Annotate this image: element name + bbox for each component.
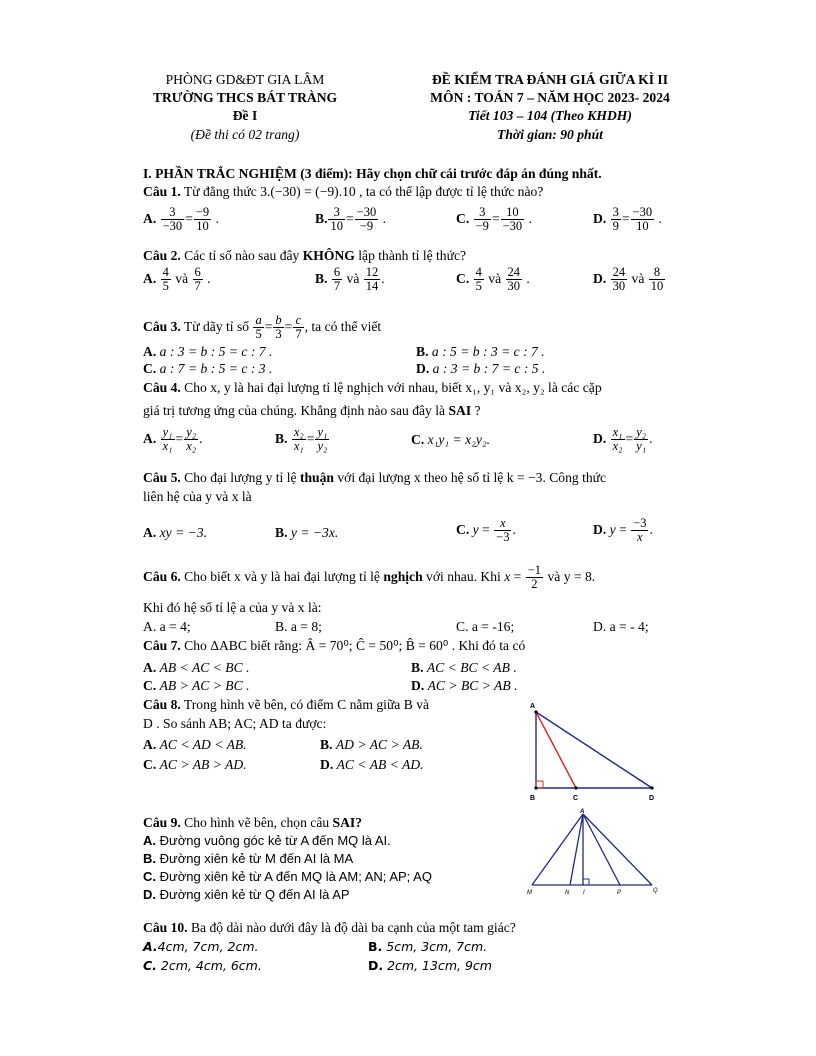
question-4: Câu 4. Cho x, y là hai đại lượng tỉ lệ nghịch với nhau, biết x₁, y₁ và x₂, y₂ là các cặp: [143, 380, 602, 395]
label-i: I: [583, 890, 585, 896]
segment-ac: [536, 712, 576, 788]
question-10: Câu 10. Ba độ dài nào dưới đây là độ dài ba cạnh của một tam giác?: [143, 920, 516, 935]
section-title: I. PHẦN TRẮC NGHIỆM (3 điểm): Hãy chọn chữ cái trước đáp án đúng nhất.: [143, 166, 602, 181]
page-count: (Đề thi có 02 trang): [190, 127, 300, 142]
exam-title: ĐỀ KIỂM TRA ĐÁNH GIÁ GIỮA KÌ II: [431, 72, 669, 87]
label-p: P: [617, 890, 622, 896]
right-angle-mark: [583, 879, 589, 885]
question-1: Câu 1. Từ đẳng thức 3.(−30) = (−9).10 , ta có thể lập được tỉ lệ thức nào?: [143, 184, 544, 199]
figure-q8: [520, 698, 670, 808]
label-a: A: [580, 809, 585, 815]
label-n: N: [565, 890, 570, 896]
subject: MÔN : TOÁN 7 – NĂM HỌC 2023- 2024: [430, 90, 670, 105]
exam-code: Đề I: [232, 108, 258, 123]
q9-option-c: C. Đường xiên kẻ từ A đến MQ là AM; AN; AP; AQ: [143, 869, 432, 884]
question-5: Câu 5. Cho đại lượng y tỉ lệ thuận với đại lượng x theo hệ số tỉ lệ k = −3. Công thức: [143, 470, 607, 485]
question-6-cont: Khi đó hệ số tỉ lệ a của y và x là:: [143, 600, 322, 615]
question-6: Câu 6. Cho biết x và y là hai đại lượng tỉ lệ nghịch với nhau. Khi x = $\frac{-1}{2}$ và y = 8.: [143, 563, 596, 592]
question-4-cont: giá trị tương ứng của chúng. Khẳng định nào sau đây là SAI ?: [143, 403, 481, 418]
question-3: Câu 3. Từ dãy tỉ số $\frac{a}{5}$ = $\frac{b}{3}$ = $\frac{c}{7}$ , ta có thể viết: [143, 313, 382, 342]
question-5-cont: liên hệ của y và x là: [143, 489, 252, 504]
dept-name: PHÒNG GD&ĐT GIA LÂM: [165, 72, 325, 87]
label-c: C: [573, 795, 579, 802]
segment-ad: [536, 712, 652, 788]
label-d: D: [649, 795, 655, 802]
question-9: Câu 9. Cho hình vẽ bên, chọn câu SAI?: [143, 815, 363, 830]
period: Tiết 103 – 104 (Theo KHDH): [468, 108, 632, 123]
school-name: TRƯỜNG THCS BÁT TRÀNG: [152, 90, 338, 105]
question-8-cont: D . So sánh AB; AC; AD ta được:: [143, 716, 327, 731]
q9-option-a: A. Đường vuông góc kẻ từ A đến MQ là AI.: [143, 833, 391, 848]
label-b: B: [530, 795, 536, 802]
question-8: Câu 8. Trong hình vẽ bên, có điểm C nằm giữa B và: [143, 697, 430, 712]
label-a: A: [530, 703, 536, 710]
q9-option-b: B. Đường xiên kẻ từ M đến AI là MA: [143, 851, 354, 866]
label-q: Q: [653, 888, 658, 894]
question-2: Câu 2. Các tỉ số nào sau đây KHÔNG lập thành tỉ lệ thức?: [143, 248, 467, 263]
duration: Thời gian: 90 phút: [497, 127, 603, 142]
q9-option-d: D. Đường xiên kẻ từ Q đến AI là AP: [143, 887, 350, 902]
figure-q9: [522, 808, 662, 896]
question-7: Câu 7. Cho ΔABC biết rằng: Â = 70⁰; Ĉ = 50⁰; B̂ = 60⁰ . Khi đó ta có: [143, 638, 526, 653]
label-m: M: [527, 890, 532, 896]
